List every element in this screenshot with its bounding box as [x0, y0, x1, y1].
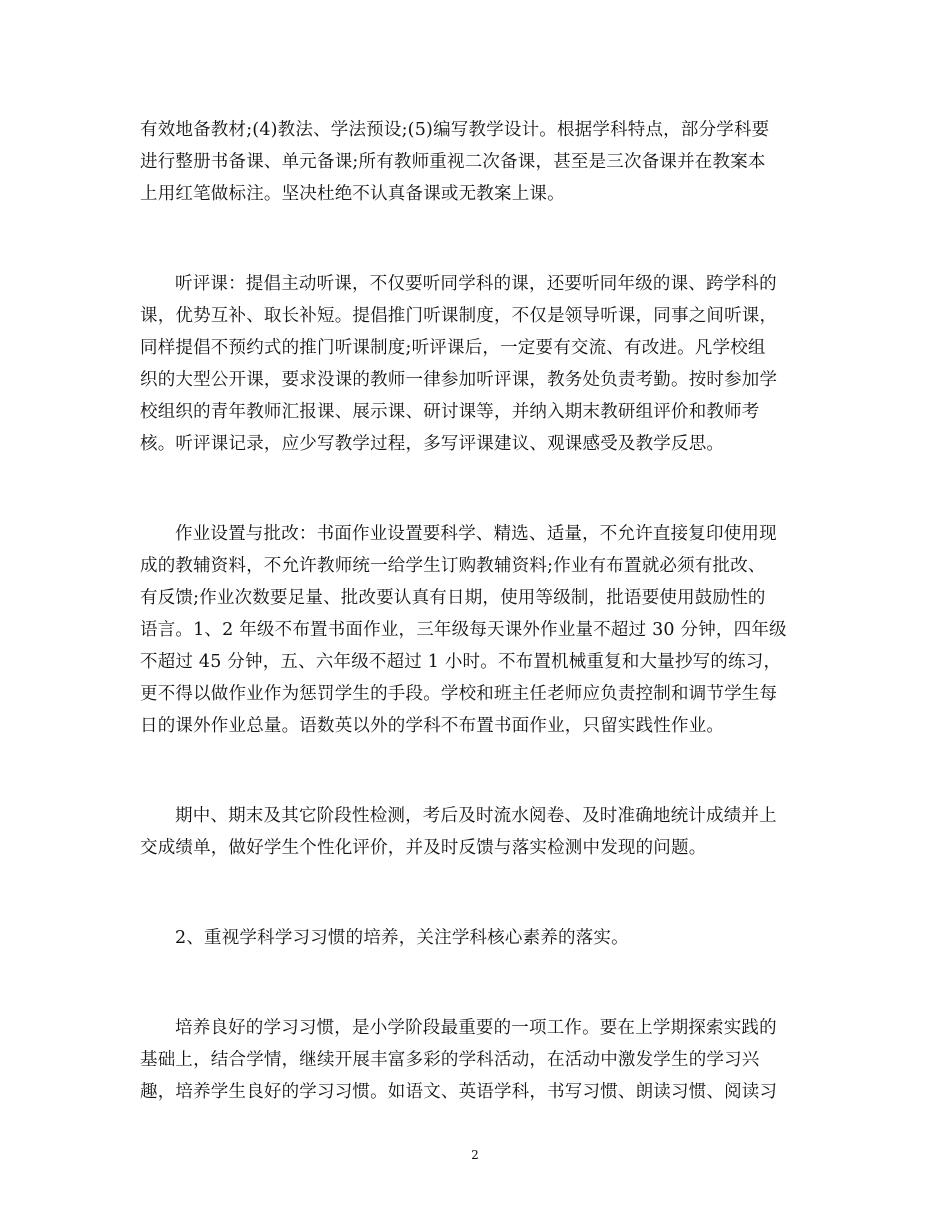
text-line: 织的大型公开课，要求没课的教师一律参加听评课，教务处负责考勤。按时参加学: [140, 370, 778, 390]
paragraph-lesson-observation: [140, 268, 816, 460]
text-line: 培养良好的学习习惯，是小学阶段最重要的一项工作。要在上学期探索实践的: [175, 1018, 777, 1038]
paragraph-study-habits: [140, 1012, 816, 1108]
text-line: 日的课外作业总量。语数英以外的学科不布置书面作业，只留实践性作业。: [140, 716, 725, 736]
text-line: 核。听评课记录，应少写教学过程，多写评课建议、观课感受及教学反思。: [140, 434, 725, 454]
text-line: 同样提倡不预约式的推门听课制度;听评课后，一定要有交流、有改进。凡学校组: [140, 338, 766, 358]
document-body: [140, 114, 816, 1108]
text-line: 听评课：提倡主动听课，不仅要听同学科的课，还要听同年级的课、跨学科的: [175, 274, 777, 294]
text-line: 期中、期末及其它阶段性检测，考后及时流水阅卷、及时准确地统计成绩并上: [175, 806, 777, 826]
paragraph-gap: [140, 210, 816, 268]
text-line: 课，优势互补、取长补短。提倡推门听课制度，不仅是领导听课，同事之间听课，: [140, 306, 778, 326]
paragraph-homework: [140, 518, 816, 742]
text-line: 进行整册书备课、单元备课;所有教师重视二次备课，甚至是三次备课并在教案本: [140, 152, 766, 172]
text-line: 成的教辅资料，不允许教师统一给学生订购教辅资料;作业有布置就必须有批改、: [140, 556, 766, 576]
text-line: 不超过 45 分钟，五、六年级不超过 1 小时。不布置机械重复和大量抄写的练习，: [140, 652, 782, 672]
text-line: 作业设置与批改：书面作业设置要科学、精选、适量，不允许直接复印使用现: [175, 524, 777, 544]
text-line: 校组织的青年教师汇报课、展示课、研讨课等，并纳入期末教研组评价和教师考: [140, 402, 760, 422]
text-line: 有反馈;作业次数要足量、批改要认真有日期，使用等级制，批语要使用鼓励性的: [140, 588, 766, 608]
text-line: 趣，培养学生良好的学习习惯。如语文、英语学科，书写习惯、朗读习惯、阅读习: [140, 1082, 778, 1102]
paragraph-gap: [140, 460, 816, 518]
text-line: 2、重视学科学习习惯的培养，关注学科核心素养的落实。: [175, 928, 629, 948]
paragraph-gap: [140, 742, 816, 800]
text-line: 上用红笔做标注。坚决杜绝不认真备课或无教案上课。: [140, 184, 565, 204]
paragraph-gap: [140, 954, 816, 1012]
paragraph-lesson-prep-continued: [140, 114, 816, 210]
text-line: 交成绩单，做好学生个性化评价，并及时反馈与落实检测中发现的问题。: [140, 838, 707, 858]
text-line: 有效地备教材;(4)教法、学法预设;(5)编写教学设计。根据学科特点，部分学科要: [140, 120, 770, 140]
paragraph-exams: [140, 800, 816, 864]
page-number: 2: [471, 1148, 479, 1162]
text-line: 语言。1、2 年级不布置书面作业，三年级每天课外作业量不超过 30 分钟，四年级: [140, 620, 787, 640]
section-heading-study-habits: [140, 922, 816, 954]
text-line: 基础上，结合学情，继续开展丰富多彩的学科活动，在活动中激发学生的学习兴: [140, 1050, 760, 1070]
paragraph-gap: [140, 864, 816, 922]
text-line: 更不得以做作业作为惩罚学生的手段。学校和班主任老师应负责控制和调节学生每: [140, 684, 778, 704]
